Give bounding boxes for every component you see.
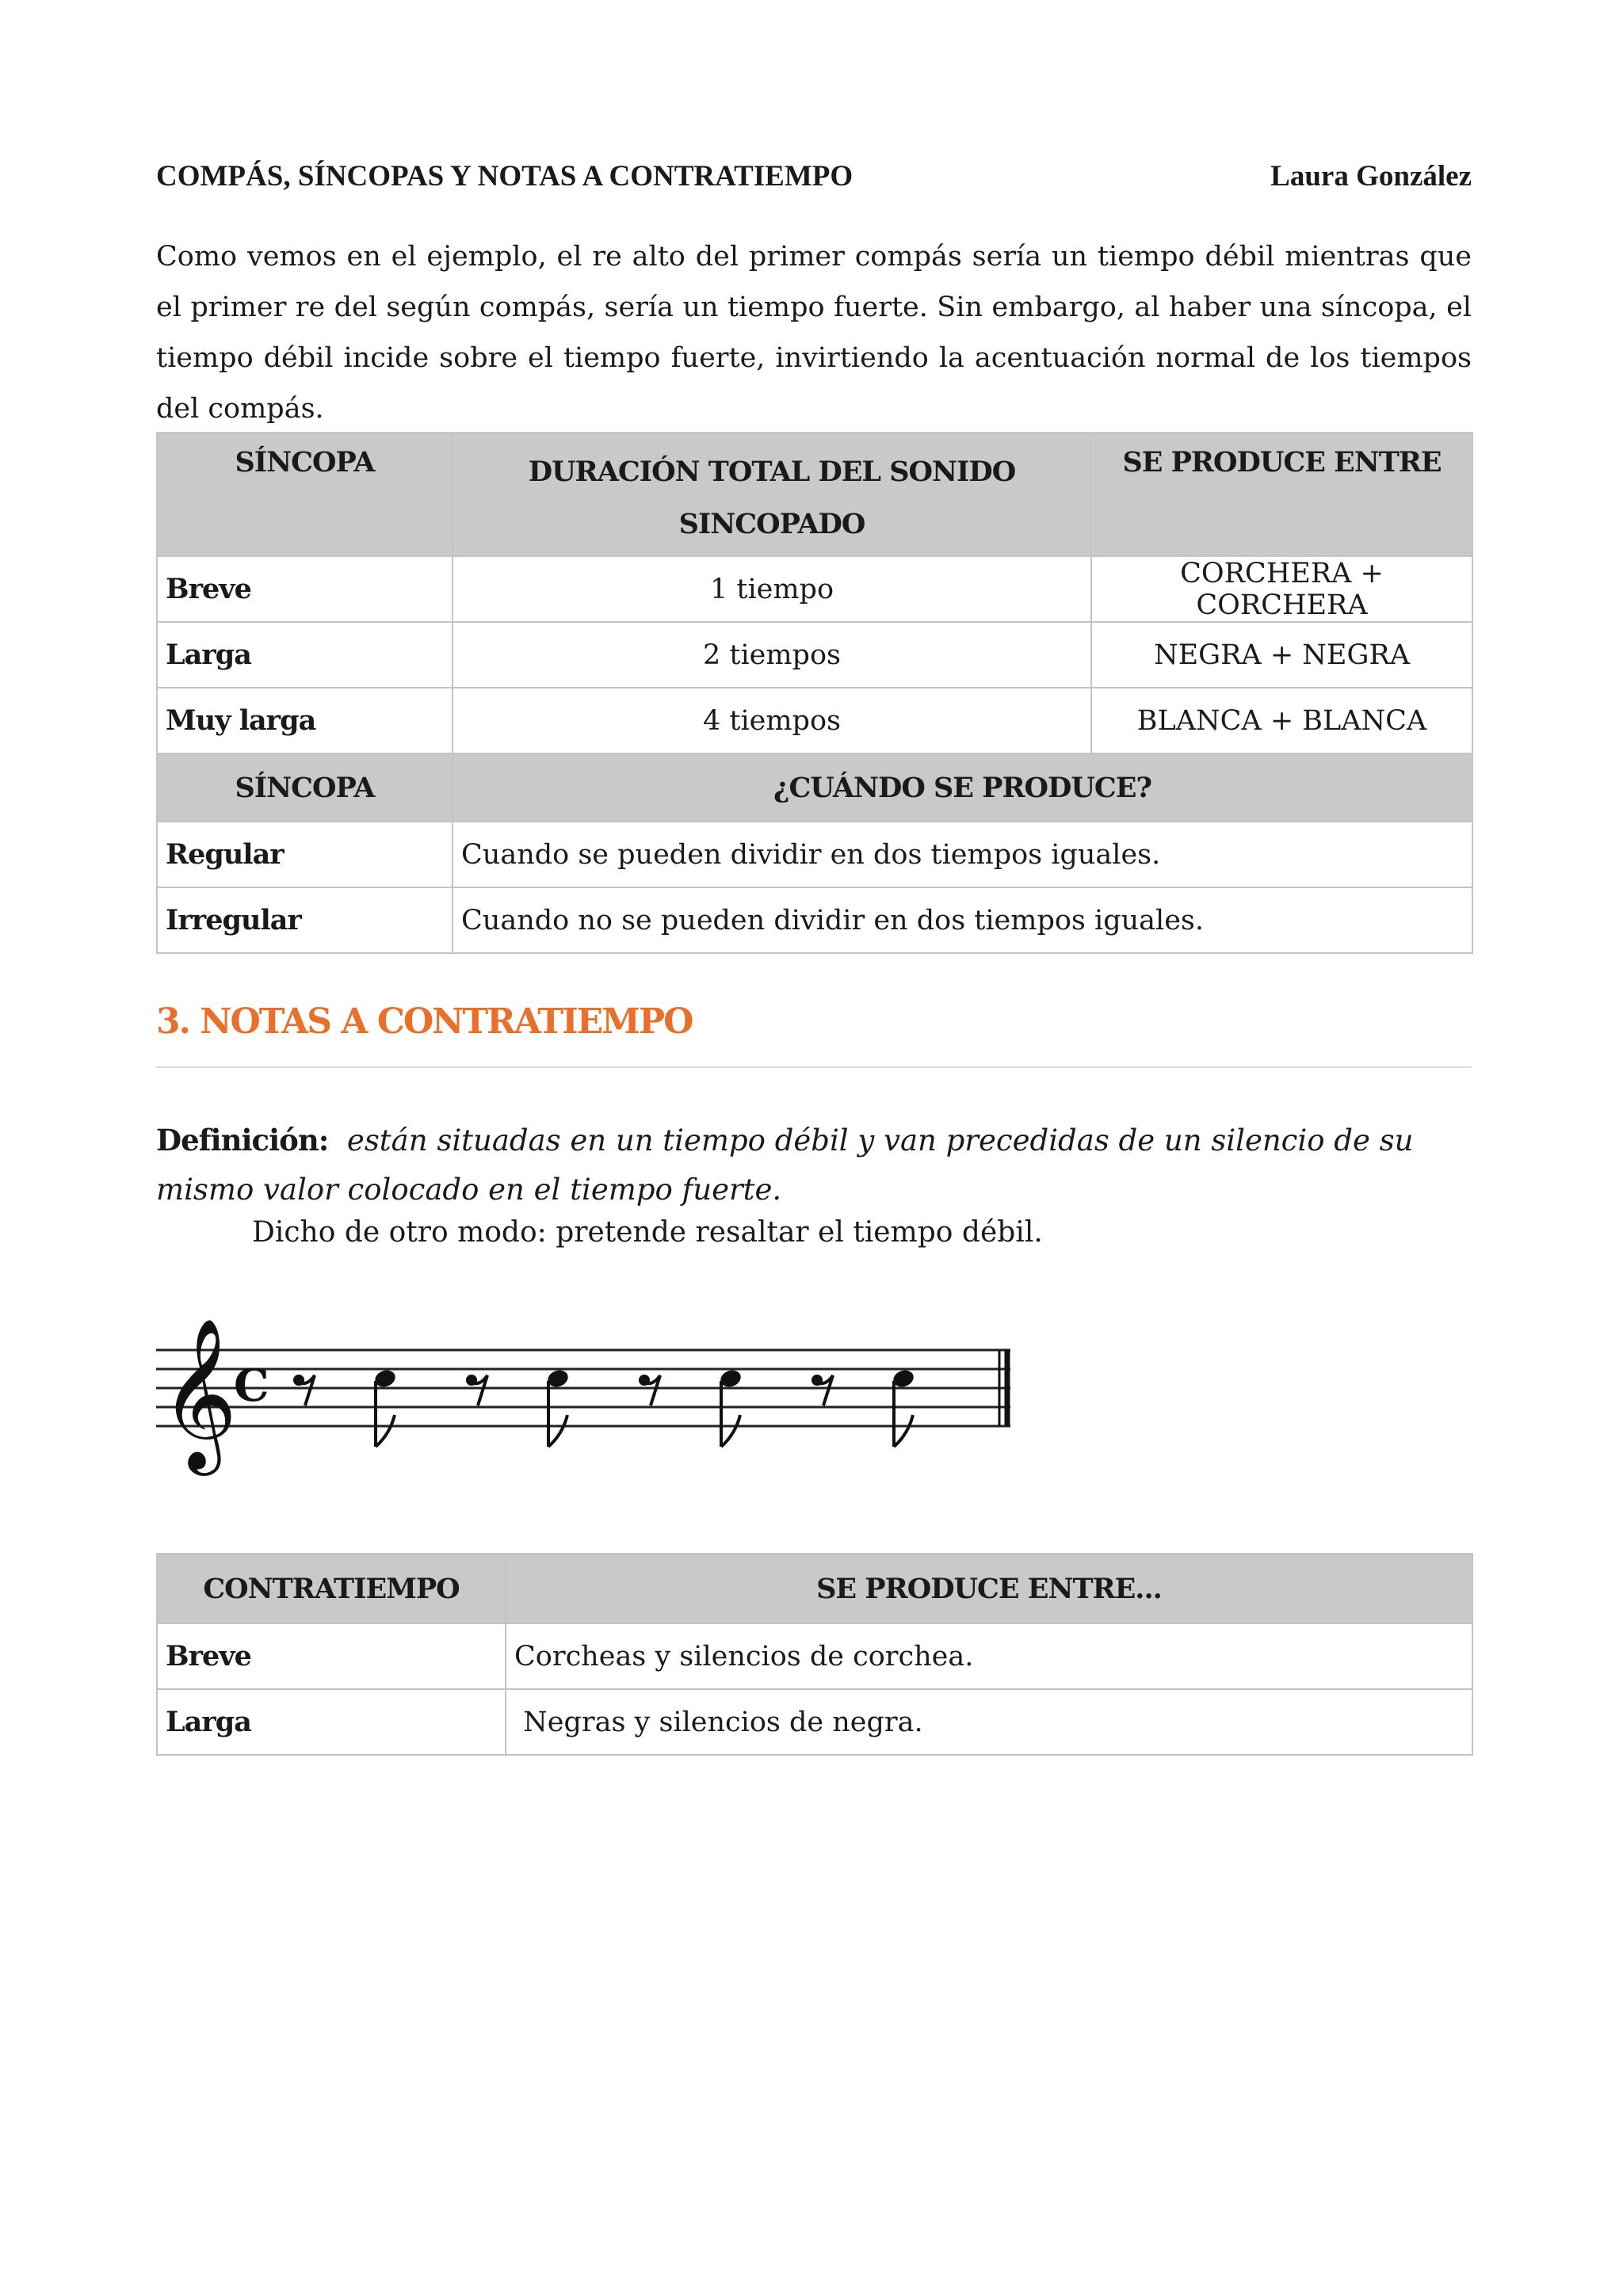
table-row [157, 1623, 1472, 1689]
header-cell: SÍNCOPA [157, 433, 453, 556]
row-label: Regular [157, 822, 453, 887]
header-cell: SE PRODUCE ENTRE [1091, 433, 1472, 556]
table-header-row [157, 753, 1472, 822]
treble-clef-icon: 𝄞 [160, 1317, 238, 1469]
contratiempo-table [156, 1553, 1473, 1756]
time-signature: C [234, 1360, 269, 1412]
music-staff [156, 1307, 1028, 1513]
table-cell: 4 tiempos [453, 688, 1091, 753]
table-header-row [157, 1554, 1472, 1623]
sincopa-table [156, 432, 1473, 954]
author-name: Laura González [1270, 159, 1472, 193]
table-row [157, 1689, 1472, 1755]
table-cell: Corcheas y silencios de corchea. [506, 1623, 1472, 1689]
table-header-row [157, 433, 1472, 556]
row-label: Irregular [157, 887, 453, 953]
table-row [157, 822, 1472, 887]
header-cell: DURACIÓN TOTAL DEL SONIDO SINCOPADO [453, 433, 1091, 556]
section-heading: 3. NOTAS A CONTRATIEMPO [156, 1001, 693, 1042]
eighth-rest-icon [293, 1375, 315, 1405]
eighth-rest-icon [466, 1375, 487, 1405]
row-label: Larga [157, 622, 453, 688]
header-cell: CONTRATIEMPO [157, 1554, 506, 1623]
row-label: Breve [157, 1623, 506, 1689]
definition-paragraph [156, 1116, 1472, 1215]
definition-label: Definición: [156, 1123, 329, 1158]
row-label: Muy larga [157, 688, 453, 753]
row-label: Larga [157, 1689, 506, 1755]
table-row [157, 887, 1472, 953]
table-cell: Cuando se pueden dividir en dos tiempos iguales. [453, 822, 1472, 887]
table-cell: Cuando no se pueden dividir en dos tiempos iguales. [453, 887, 1472, 953]
definition-text: están situadas en un tiempo débil y van precedidas de un silencio de su mismo valor colocado en el tiempo fuerte. [156, 1123, 1414, 1207]
eighth-rest-icon [639, 1375, 660, 1405]
table-row [157, 688, 1472, 753]
document-title: COMPÁS, SÍNCOPAS Y NOTAS A CONTRATIEMPO [156, 159, 854, 193]
table-cell: 1 tiempo [453, 556, 1091, 622]
table-cell: CORCHERA + CORCHERA [1091, 556, 1472, 622]
header-cell: SÍNCOPA [157, 753, 453, 822]
staff-lines [156, 1350, 1010, 1426]
section-divider [156, 1066, 1472, 1068]
table-row [157, 556, 1472, 622]
table-row [157, 622, 1472, 688]
table-cell: Negras y silencios de negra. [506, 1689, 1472, 1755]
intro-paragraph: Como vemos en el ejemplo, el re alto del primer compás sería un tiempo débil mientras que el primer re del según compás, sería un tiempo fuerte. Sin embargo, al haber una síncopa, el tiempo débil incide sobre el tiempo fuerte, invirtiendo la acentuación normal de los tiempos del compás. [156, 241, 1472, 425]
explanation-text: Dicho de otro modo: pretende resaltar el tiempo débil. [252, 1216, 1043, 1249]
table-cell: BLANCA + BLANCA [1091, 688, 1472, 753]
page-header [156, 154, 1472, 198]
row-label: Breve [157, 556, 453, 622]
eighth-rest-icon [812, 1375, 833, 1405]
header-cell: ¿CUÁNDO SE PRODUCE? [453, 753, 1472, 822]
table-cell: NEGRA + NEGRA [1091, 622, 1472, 688]
table-cell: 2 tiempos [453, 622, 1091, 688]
header-cell: SE PRODUCE ENTRE... [506, 1554, 1472, 1623]
